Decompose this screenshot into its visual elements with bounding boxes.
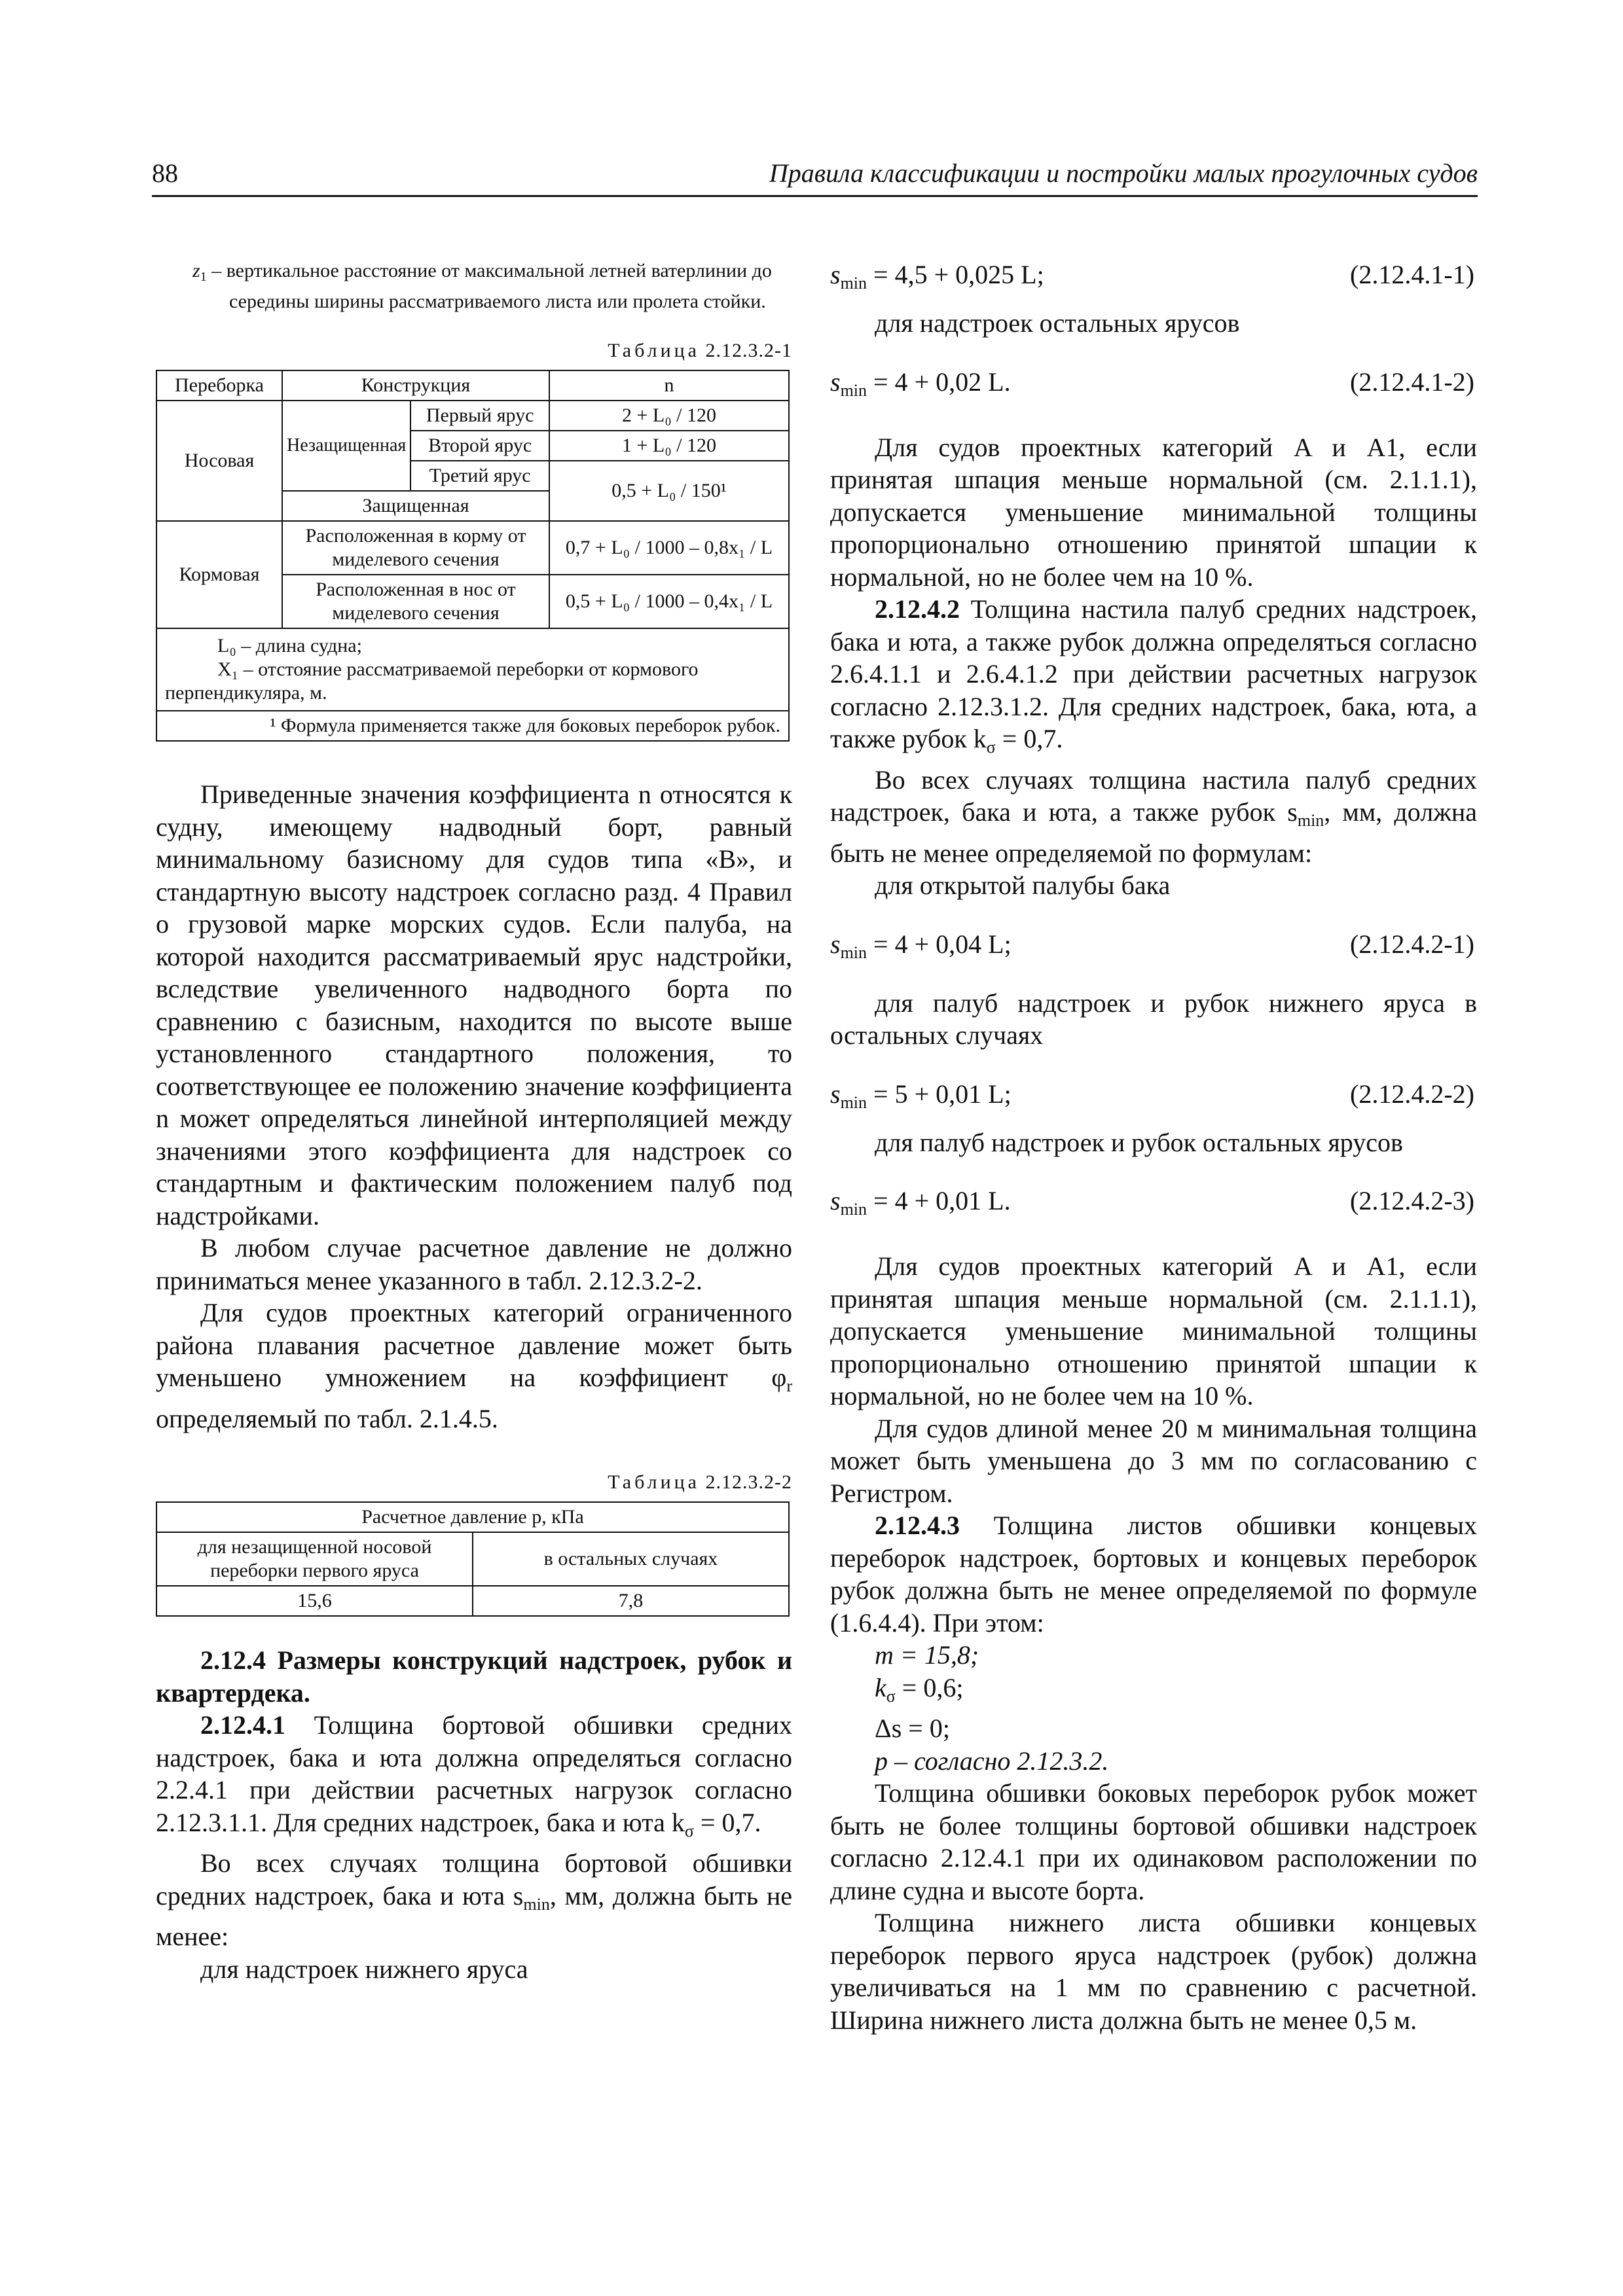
table2-caption [156, 1471, 792, 1494]
table1-header-construction: Конструкция [282, 370, 549, 401]
table1-tier1: Первый ярус [410, 401, 549, 431]
table2-val2: 7,8 [473, 1586, 789, 1616]
table1-n1: 2 + L₀ / 120 [549, 401, 789, 431]
table-2-12-3-2-2 [156, 1501, 790, 1617]
table1-note-1: L₀ – длина судна; [217, 635, 362, 656]
table-row [156, 401, 789, 431]
table1-n5: 0,5 + L₀ / 1000 – 0,4x₁ / L [549, 575, 789, 628]
table1-protected: Защищенная [282, 491, 549, 521]
formula-number: (2.12.4.1-2) [1350, 367, 1474, 397]
table2-header: Расчетное давление p, кПа [156, 1502, 789, 1532]
formula-number: (2.12.4.2-1) [1350, 929, 1474, 959]
paragraph-short-vessels: Для судов длиной менее 20 м минимальная толщина может быть уменьшена до 3 мм по согласованию с Регистром. [830, 1413, 1477, 1508]
list-item: m = 15,8; [875, 1640, 979, 1670]
text-lower-tier: для надстроек нижнего яруса [200, 1954, 528, 1984]
page-number: 88 [152, 158, 178, 188]
table1-aft: Расположенная в корму от миделевого сечения [282, 521, 549, 575]
list-item: Δs = 0; [875, 1713, 950, 1743]
table-row [156, 711, 789, 741]
table1-caption-number: 2.12.3.2-1 [705, 340, 792, 361]
section-heading-2-12-4: 2.12.4 Размеры конструкций надстроек, рубок и квартердека. [156, 1645, 792, 1708]
table2-col1: для незащищенной носовой переборки первого яруса [156, 1532, 473, 1586]
table-row [156, 1586, 789, 1616]
text-lower-tier-decks: для палуб надстроек и рубок нижнего яруса в остальных случаях [830, 988, 1477, 1050]
right-column [830, 259, 1477, 2036]
table-row [156, 628, 789, 711]
left-column [156, 259, 792, 1985]
table1-bow: Носовая [156, 401, 282, 521]
table1-tier2: Второй ярус [410, 431, 549, 461]
paragraph-2-12-4-1: 2.12.4.1 Толщина бортовой обшивки средних надстроек, бака и юта должна определяться согласно 2.2.4.1 при действии расчетных нагрузок согласно 2.12.3.1.1. Для средних надстроек, бака и юта $k_\sigma = 0,7$. [156, 1710, 792, 1840]
table1-fwd: Расположенная в нос от миделевого сечения [282, 575, 549, 628]
table1-n4: 0,7 + L₀ / 1000 – 0,8x₁ / L [549, 521, 789, 575]
formula-number: (2.12.4.2-3) [1350, 1186, 1474, 1215]
table1-caption-word: Таблица [608, 340, 700, 361]
paragraph-coefficient-n: Приведенные значения коэффициента n относятся к судну, имеющему надводный борт, равный минимальному базисному для судов типа «В», и стандартную высоту надстроек согласно разд. 4 Правил о грузовой марке морских судов. Если палуба, на которой находится рассматриваемый ярус надстройки, вследствие увеличенного надводного борта по сравнению с базисным, находится по высоте выше установленного стандартного положения, то соответствующее ее положению значение коэффициента n может определяться линейной интерполяцией между значениями этого коэффициента для надстроек со стандартным и фактическим положением палуб под надстройками. [156, 780, 792, 1230]
page-header [152, 156, 1478, 197]
paragraph-categories-a-a1-deck: Для судов проектных категорий A и A1, если принятая шпация меньше нормальной (см. 2.1.1.1), допускается уменьшение минимальной толщины пропорционально отношению принятой шпации к нормальной, но не более чем на 10 %. [830, 1251, 1477, 1410]
table1-unprotected: Незащищенная [282, 401, 410, 491]
table1-note-2: X₁ – отстояние рассматриваемой переборки от кормового перпендикуляра, м. [165, 658, 699, 704]
table1-n2: 1 + L₀ / 120 [549, 431, 789, 461]
table1-header-bulkhead: Переборка [156, 370, 282, 401]
formula-number: (2.12.4.2-2) [1350, 1079, 1474, 1109]
text-other-tiers: для надстроек остальных ярусов [875, 308, 1240, 338]
table1-header-row [156, 370, 789, 401]
formula-2-12-4-1-2: $s_{min} = 4 + 0,02$ L. (2.12.4.1-2) [830, 367, 1474, 400]
table1-stern: Кормовая [156, 521, 282, 628]
list-item: $k_\sigma = 0,6$; [875, 1672, 964, 1706]
table2-val1: 15,6 [156, 1586, 473, 1616]
formula-2-12-4-2-2: $s_{min} = 5 + 0,01$ L; (2.12.4.2-2) [830, 1079, 1474, 1112]
formula-2-12-4-2-3: $s_{min} = 4 + 0,01$ L. (2.12.4.2-3) [830, 1186, 1474, 1219]
paragraph-2-12-4-3: 2.12.4.3 Толщина листов обшивки концевых переборок надстроек, бортовых и концевых переборок рубок должна быть не менее определяемой по формуле (1.6.4.4). При этом: [830, 1511, 1477, 1638]
table2-caption-number: 2.12.3.2-2 [705, 1471, 792, 1493]
table1-caption [156, 340, 792, 362]
paragraph-categories-a-a1: Для судов проектных категорий A и A1, если принятая шпация меньше нормальной (см. 2.1.1.1), допускается уменьшение минимальной толщины пропорционально отношению принятой шпации к нормальной, но не более чем на 10 %. [830, 432, 1477, 592]
paragraph-design-pressure: В любом случае расчетное давление не должно приниматься менее указанного в табл. 2.12.3.2-2. [156, 1233, 792, 1295]
table2-col2: в остальных случаях [473, 1532, 789, 1586]
formula-number: (2.12.4.1-1) [1350, 260, 1474, 289]
table-row [156, 521, 789, 575]
paragraph-restricted-area: Для судов проектных категорий ограниченного района плавания расчетное давление может быть уменьшено умножением на коэффициент $\varphi_r$ определяемый по табл. 2.1.4.5. [156, 1298, 792, 1433]
z-subscript: 1 [200, 270, 207, 284]
paragraph-2-12-4-2: 2.12.4.2 Толщина настила палуб средних надстроек, бака и юта, а также рубок должна определяться согласно 2.6.4.1.1 и 2.6.4.1.2 при действии расчетных нагрузок согласно 2.12.3.1.2. Для средних надстроек, бака, юта, а также рубок $k_\sigma = 0,7$. [830, 594, 1477, 757]
table1-n3: 0,5 + L₀ / 150¹ [549, 461, 789, 521]
text-other-tier-decks: для палуб надстроек и рубок остальных ярусов [875, 1127, 1403, 1157]
z-symbol: z [192, 260, 200, 281]
table-2-12-3-2-1 [156, 370, 790, 742]
table1-notes [156, 628, 789, 711]
table1-footnote: ¹ Формула применяется также для боковых переборок рубок. [156, 711, 789, 741]
table2-caption-word: Таблица [608, 1471, 700, 1493]
z1-definition [192, 259, 812, 314]
paragraph-side-plating-min: Во всех случаях толщина бортовой обшивки средних надстроек, бака и юта $s_{min}$, мм, должна быть не менее: [156, 1848, 792, 1951]
table-row [156, 1532, 789, 1586]
table1-tier3: Третий ярус [410, 461, 549, 491]
running-title: Правила классификации и постройки малых прогулочных судов [769, 158, 1478, 188]
formula-2-12-4-1-1: $s_{min} = 4,5 + 0,025$ L; (2.12.4.1-1) [830, 260, 1474, 293]
paragraph-deck-plating-min: Во всех случаях толщина настила палуб средних надстроек, бака и юта, а также рубок $s_{min}$, мм, должна быть не менее определяемой по формулам: [830, 764, 1477, 868]
list-item: p – согласно 2.12.3.2. [875, 1746, 1109, 1776]
paragraph-side-bulkheads: Толщина обшивки боковых переборок рубок может быть не более толщины бортовой обшивки надстроек согласно 2.12.4.1 при их одинаковом расположении по длине судна и высоте борта. [830, 1778, 1477, 1905]
table-row [156, 1502, 789, 1532]
table1-header-n: n [549, 370, 789, 401]
z-definition-text: – вертикальное расстояние от максимальной летней ватерлинии до середины ширины рассматриваемого листа или пролета стойки. [211, 260, 772, 312]
paragraph-lower-plate: Толщина нижнего листа обшивки концевых переборок первого яруса надстроек (рубок) должна увеличиваться на 1 мм по сравнению с расчетной. Ширина нижнего листа должна быть не менее 0,5 м. [830, 1908, 1477, 2035]
formula-2-12-4-2-1: $s_{min} = 4 + 0,04$ L; (2.12.4.2-1) [830, 929, 1474, 962]
text-open-forecastle-deck: для открытой палубы бака [875, 870, 1171, 900]
